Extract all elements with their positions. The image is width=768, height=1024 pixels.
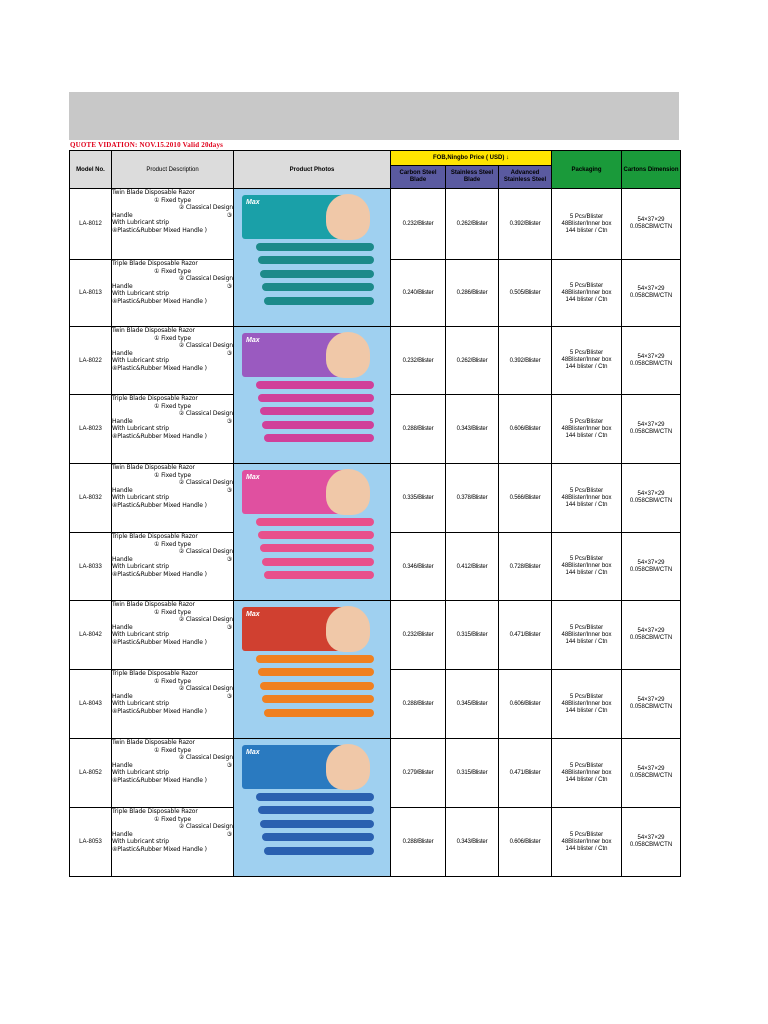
description-type: ① Fixed type <box>154 267 191 275</box>
carton-dimension <box>622 189 681 260</box>
description-handle-line <box>112 418 233 426</box>
carton-line: 0.058CBM/CTN <box>629 360 673 367</box>
product-description <box>112 260 234 327</box>
product-description <box>112 533 234 601</box>
product-description <box>112 464 234 533</box>
price-stainless: 0.345/Blister <box>446 670 499 739</box>
description-handle: Handle <box>112 349 133 357</box>
price-stainless: 0.343/Blister <box>446 808 499 877</box>
packaging-info <box>552 808 622 877</box>
header-banner <box>69 92 679 140</box>
razor-handle <box>264 297 374 305</box>
description-handle-line <box>112 624 233 632</box>
product-photo-cell <box>234 601 391 739</box>
description-marker: ③ <box>226 761 232 769</box>
packaging-line: 144 blister / Ctn <box>565 638 608 645</box>
razor-handle <box>264 571 374 579</box>
razor-handle <box>256 793 374 801</box>
packaging-line: 48Blister/Inner box <box>561 289 612 296</box>
model-number: LA-8032 <box>70 464 112 533</box>
price-carbon: 0.288/Blister <box>391 808 446 877</box>
packaging-line: 5 Pcs/Blister <box>569 282 604 289</box>
razor-handle <box>256 381 374 389</box>
packaging-line: 144 blister / Ctn <box>565 296 608 303</box>
description-title: Triple Blade Disposable Razor <box>112 533 198 540</box>
description-title: Triple Blade Disposable Razor <box>112 670 198 677</box>
price-carbon: 0.232/Blister <box>391 189 446 260</box>
packaging-info <box>552 601 622 670</box>
price-advanced: 0.606/Blister <box>499 808 552 877</box>
description-handle: Handle <box>112 555 133 563</box>
header-packaging: Packaging <box>552 151 622 189</box>
packaging-line: 48Blister/Inner box <box>561 220 612 227</box>
description-title: Twin Blade Disposable Razor <box>112 189 195 196</box>
packaging-info <box>552 327 622 395</box>
model-number: LA-8042 <box>70 601 112 670</box>
carton-line: 0.058CBM/CTN <box>629 773 673 779</box>
packaging-line: 5 Pcs/Blister <box>569 213 604 220</box>
product-photo-cell <box>234 327 391 464</box>
header-cartons: Cartons Dimension <box>622 151 681 189</box>
model-face <box>326 332 370 378</box>
razor-handle <box>258 806 374 814</box>
packaging-line: 144 blister / Ctn <box>565 364 608 370</box>
product-photo-cell <box>234 464 391 601</box>
description-strip: With Lubricant strip <box>112 219 169 227</box>
razor-handle <box>264 847 374 855</box>
description-design: ② Classical Design <box>178 754 233 762</box>
razor-handle <box>262 558 374 566</box>
razor-handle <box>260 407 374 415</box>
price-carbon: 0.232/Blister <box>391 601 446 670</box>
price-advanced: 0.606/Blister <box>499 670 552 739</box>
product-description <box>112 327 234 395</box>
packaging-line: 48Blister/Inner box <box>561 563 612 569</box>
header-photos: Product Photos <box>234 151 391 189</box>
description-type: ① Fixed type <box>154 334 191 342</box>
product-description <box>112 189 234 260</box>
carton-line: 0.058CBM/CTN <box>629 842 673 848</box>
product-photo-cell <box>234 189 391 327</box>
description-handle: Handle <box>112 417 133 425</box>
description-strip: With Lubricant strip <box>112 494 169 502</box>
header-advanced-stainless: Advanced Stainless Steel <box>499 166 552 189</box>
description-title: Triple Blade Disposable Razor <box>112 395 198 402</box>
model-face <box>326 606 370 652</box>
description-handle-line <box>112 831 233 839</box>
carton-line: 0.058CBM/CTN <box>629 635 673 641</box>
packaging-line: 5 Pcs/Blister <box>569 693 604 700</box>
packaging-line: 5 Pcs/Blister <box>569 487 604 494</box>
razor-handle <box>262 283 374 291</box>
product-photo <box>234 741 390 875</box>
carton-dimension <box>622 464 681 533</box>
table-row <box>70 601 681 670</box>
table-row <box>70 327 681 395</box>
description-strip: With Lubricant strip <box>112 631 169 639</box>
razor-handle <box>260 682 374 690</box>
razor-handle <box>260 544 374 552</box>
description-title: Twin Blade Disposable Razor <box>112 739 195 746</box>
header-fob-price: FOB,Ningbo Price ( USD) ↓ <box>391 151 552 166</box>
packaging-line: 48Blister/Inner box <box>561 357 612 363</box>
price-carbon: 0.240/Blister <box>391 260 446 327</box>
model-number: LA-8022 <box>70 327 112 395</box>
description-design: ② Classical Design <box>178 685 233 693</box>
packaging-line: 144 blister / Ctn <box>565 432 608 439</box>
description-type: ① Fixed type <box>154 402 191 410</box>
carton-line: 0.058CBM/CTN <box>629 498 673 504</box>
description-material: ④Plastic&Rubber Mixed Handle ) <box>112 776 207 784</box>
price-carbon: 0.232/Blister <box>391 327 446 395</box>
product-description <box>112 808 234 877</box>
header-description: Product Description <box>112 151 234 189</box>
table-row <box>70 464 681 533</box>
price-advanced: 0.392/Blister <box>499 327 552 395</box>
carton-line: 54×37×29 <box>637 559 665 566</box>
description-type: ① Fixed type <box>154 471 191 479</box>
carton-dimension <box>622 533 681 601</box>
description-material: ④Plastic&Rubber Mixed Handle ) <box>112 226 207 234</box>
description-material: ④Plastic&Rubber Mixed Handle ) <box>112 845 207 853</box>
description-design: ② Classical Design <box>178 342 233 350</box>
product-photo <box>234 329 390 462</box>
packaging-line: 144 blister / Ctn <box>565 501 608 508</box>
price-advanced: 0.566/Blister <box>499 464 552 533</box>
table-row <box>70 189 681 260</box>
description-title: Twin Blade Disposable Razor <box>112 464 195 471</box>
description-material: ④Plastic&Rubber Mixed Handle ) <box>112 364 207 372</box>
carton-line: 54×37×29 <box>637 628 665 634</box>
razor-handle <box>258 531 374 539</box>
carton-line: 54×37×29 <box>637 353 665 360</box>
carton-dimension <box>622 739 681 808</box>
packaging-line: 144 blister / Ctn <box>565 707 608 714</box>
packaging-line: 5 Pcs/Blister <box>569 418 604 425</box>
carton-line: 54×37×29 <box>637 766 665 772</box>
packaging-line: 48Blister/Inner box <box>561 494 612 501</box>
table-body <box>70 189 681 877</box>
description-design: ② Classical Design <box>178 823 233 831</box>
description-design: ② Classical Design <box>178 275 233 283</box>
razor-handle <box>260 270 374 278</box>
brand-logo: Max <box>246 748 260 756</box>
description-handle: Handle <box>112 692 133 700</box>
product-description <box>112 601 234 670</box>
razor-handle <box>262 833 374 841</box>
price-carbon: 0.288/Blister <box>391 395 446 464</box>
razor-handle <box>264 709 374 717</box>
carton-line: 0.058CBM/CTN <box>629 293 673 299</box>
carton-line: 54×37×29 <box>637 835 665 841</box>
description-design: ② Classical Design <box>178 548 233 556</box>
description-handle-line <box>112 693 233 701</box>
packaging-info <box>552 670 622 739</box>
product-photo <box>234 191 390 325</box>
description-handle-line <box>112 762 233 770</box>
brand-logo: Max <box>246 198 260 206</box>
model-number: LA-8043 <box>70 670 112 739</box>
price-advanced: 0.728/Blister <box>499 533 552 601</box>
packaging-line: 144 blister / Ctn <box>565 776 608 783</box>
price-carbon: 0.335/Blister <box>391 464 446 533</box>
description-design: ② Classical Design <box>178 410 233 418</box>
price-advanced: 0.606/Blister <box>499 395 552 464</box>
carton-dimension <box>622 327 681 395</box>
price-advanced: 0.505/Blister <box>499 260 552 327</box>
packaging-info <box>552 739 622 808</box>
packaging-line: 48Blister/Inner box <box>561 769 612 776</box>
razor-handle <box>256 243 374 251</box>
description-handle-line <box>112 283 233 291</box>
carton-line: 54×37×29 <box>637 286 665 292</box>
description-material: ④Plastic&Rubber Mixed Handle ) <box>112 297 207 305</box>
price-stainless: 0.343/Blister <box>446 395 499 464</box>
description-strip: With Lubricant strip <box>112 838 169 846</box>
price-advanced: 0.392/Blister <box>499 189 552 260</box>
header-model: Model No. <box>70 151 112 189</box>
description-title: Twin Blade Disposable Razor <box>112 327 195 334</box>
razor-handle <box>256 518 374 526</box>
carton-line: 54×37×29 <box>637 217 665 223</box>
description-material: ④Plastic&Rubber Mixed Handle ) <box>112 707 207 715</box>
razor-handle <box>258 668 374 676</box>
carton-line: 54×37×29 <box>637 422 665 428</box>
description-handle-line <box>112 556 233 564</box>
model-face <box>326 469 370 515</box>
brand-logo: Max <box>246 336 260 344</box>
packaging-info <box>552 395 622 464</box>
model-number: LA-8052 <box>70 739 112 808</box>
header-stainless-steel: Stainless Steel Blade <box>446 166 499 189</box>
description-marker: ③ <box>226 623 232 631</box>
description-title: Triple Blade Disposable Razor <box>112 260 198 267</box>
price-quote-table <box>69 150 681 877</box>
description-handle: Handle <box>112 486 133 494</box>
price-stainless: 0.286/Blister <box>446 260 499 327</box>
description-handle-line <box>112 350 233 358</box>
description-handle: Handle <box>112 623 133 631</box>
carton-dimension <box>622 260 681 327</box>
product-photo <box>234 466 390 599</box>
razor-handle <box>258 394 374 402</box>
description-marker: ③ <box>226 830 232 838</box>
razor-handle <box>262 421 374 429</box>
price-stainless: 0.262/Blister <box>446 189 499 260</box>
price-carbon: 0.279/Blister <box>391 739 446 808</box>
packaging-info <box>552 260 622 327</box>
description-material: ④Plastic&Rubber Mixed Handle ) <box>112 638 207 646</box>
description-marker: ③ <box>226 349 232 357</box>
description-strip: With Lubricant strip <box>112 563 169 571</box>
carton-line: 0.058CBM/CTN <box>629 704 673 710</box>
razor-handle <box>260 820 374 828</box>
description-material: ④Plastic&Rubber Mixed Handle ) <box>112 570 207 578</box>
description-handle: Handle <box>112 211 133 219</box>
carton-line: 0.058CBM/CTN <box>629 566 673 573</box>
description-strip: With Lubricant strip <box>112 769 169 777</box>
price-stainless: 0.262/Blister <box>446 327 499 395</box>
description-strip: With Lubricant strip <box>112 357 169 365</box>
description-handle: Handle <box>112 830 133 838</box>
packaging-line: 5 Pcs/Blister <box>569 350 604 356</box>
packaging-info <box>552 533 622 601</box>
price-advanced: 0.471/Blister <box>499 739 552 808</box>
razor-handle <box>258 256 374 264</box>
packaging-line: 144 blister / Ctn <box>565 227 608 234</box>
product-photo-cell <box>234 739 391 877</box>
description-type: ① Fixed type <box>154 540 191 548</box>
price-stainless: 0.315/Blister <box>446 739 499 808</box>
description-marker: ③ <box>226 417 232 425</box>
model-number: LA-8053 <box>70 808 112 877</box>
description-handle-line <box>112 212 233 220</box>
packaging-line: 48Blister/Inner box <box>561 838 612 845</box>
description-marker: ③ <box>226 692 232 700</box>
description-material: ④Plastic&Rubber Mixed Handle ) <box>112 432 207 440</box>
description-handle-line <box>112 487 233 495</box>
description-design: ② Classical Design <box>178 616 233 624</box>
brand-logo: Max <box>246 610 260 618</box>
carton-dimension <box>622 601 681 670</box>
carton-line: 0.058CBM/CTN <box>629 224 673 230</box>
description-strip: With Lubricant strip <box>112 425 169 433</box>
description-marker: ③ <box>226 486 232 494</box>
price-stainless: 0.315/Blister <box>446 601 499 670</box>
product-description <box>112 395 234 464</box>
description-title: Twin Blade Disposable Razor <box>112 601 195 608</box>
price-stainless: 0.412/Blister <box>446 533 499 601</box>
packaging-info <box>552 189 622 260</box>
model-number: LA-8013 <box>70 260 112 327</box>
model-face <box>326 744 370 790</box>
carton-line: 54×37×29 <box>637 491 665 497</box>
description-design: ② Classical Design <box>178 204 233 212</box>
description-title: Triple Blade Disposable Razor <box>112 808 198 815</box>
packaging-line: 48Blister/Inner box <box>561 425 612 432</box>
brand-logo: Max <box>246 473 260 481</box>
description-type: ① Fixed type <box>154 677 191 685</box>
carton-line: 0.058CBM/CTN <box>629 429 673 435</box>
price-advanced: 0.471/Blister <box>499 601 552 670</box>
description-type: ① Fixed type <box>154 196 191 204</box>
packaging-line: 144 blister / Ctn <box>565 845 608 852</box>
razor-handle <box>256 655 374 663</box>
carton-line: 54×37×29 <box>637 697 665 703</box>
description-marker: ③ <box>226 555 232 563</box>
packaging-line: 48Blister/Inner box <box>561 631 612 638</box>
price-carbon: 0.346/Blister <box>391 533 446 601</box>
quote-validation-note: QUOTE VIDATION: NOV.15.2010 Valid 20days <box>70 141 224 149</box>
price-stainless: 0.378/Blister <box>446 464 499 533</box>
table-row <box>70 739 681 808</box>
description-type: ① Fixed type <box>154 608 191 616</box>
description-marker: ③ <box>226 282 232 290</box>
packaging-line: 5 Pcs/Blister <box>569 556 604 562</box>
carton-dimension <box>622 395 681 464</box>
razor-handle <box>262 695 374 703</box>
price-carbon: 0.288/Blister <box>391 670 446 739</box>
description-handle: Handle <box>112 761 133 769</box>
packaging-line: 5 Pcs/Blister <box>569 762 604 769</box>
packaging-line: 5 Pcs/Blister <box>569 624 604 631</box>
description-strip: With Lubricant strip <box>112 700 169 708</box>
header-carbon-steel: Carbon Steel Blade <box>391 166 446 189</box>
description-strip: With Lubricant strip <box>112 290 169 298</box>
packaging-line: 5 Pcs/Blister <box>569 831 604 838</box>
packaging-info <box>552 464 622 533</box>
carton-dimension <box>622 670 681 739</box>
razor-handle <box>264 434 374 442</box>
packaging-line: 144 blister / Ctn <box>565 570 608 576</box>
description-type: ① Fixed type <box>154 746 191 754</box>
product-description <box>112 739 234 808</box>
product-photo <box>234 603 390 737</box>
description-type: ① Fixed type <box>154 815 191 823</box>
model-face <box>326 194 370 240</box>
description-design: ② Classical Design <box>178 479 233 487</box>
packaging-line: 48Blister/Inner box <box>561 700 612 707</box>
model-number: LA-8023 <box>70 395 112 464</box>
model-number: LA-8033 <box>70 533 112 601</box>
model-number: LA-8012 <box>70 189 112 260</box>
product-description <box>112 670 234 739</box>
carton-dimension <box>622 808 681 877</box>
description-material: ④Plastic&Rubber Mixed Handle ) <box>112 501 207 509</box>
description-marker: ③ <box>226 211 232 219</box>
description-handle: Handle <box>112 282 133 290</box>
